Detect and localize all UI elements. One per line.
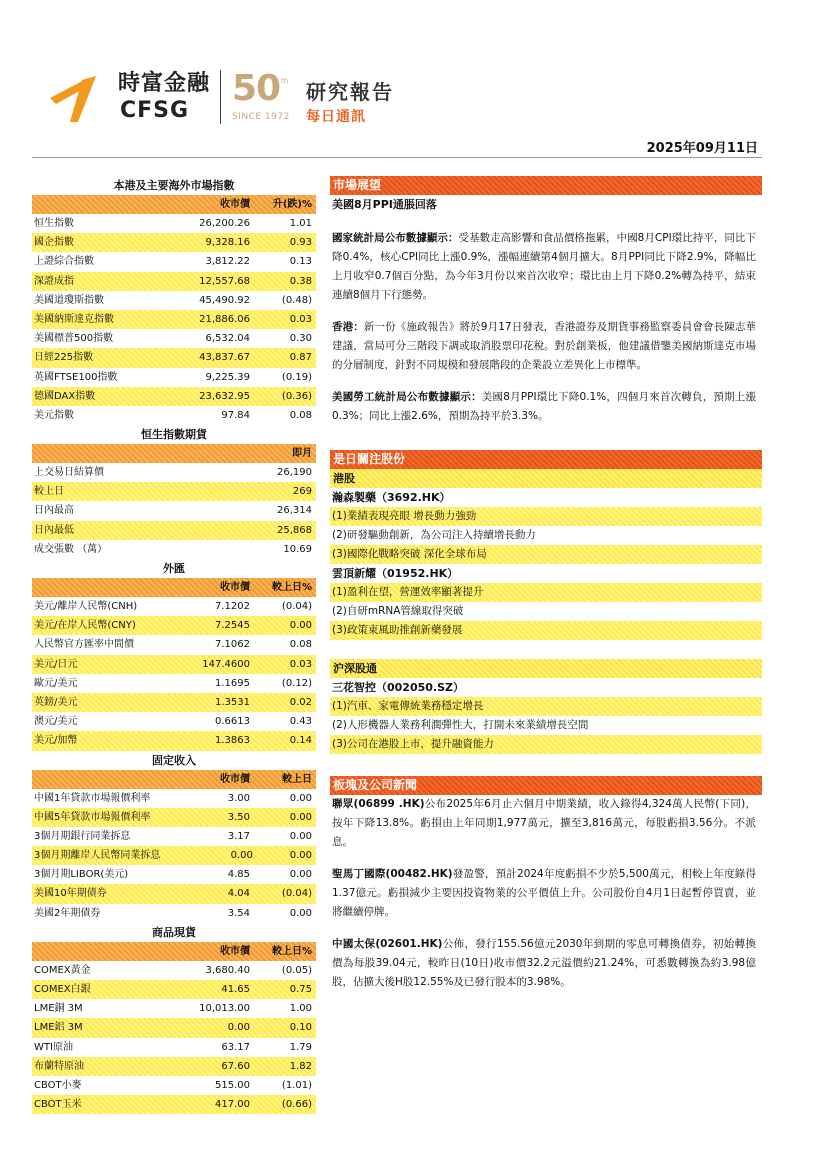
anniversary-suffix: th (281, 77, 289, 85)
row-close: 10,013.00 (199, 1003, 250, 1015)
row-change: 0.87 (289, 352, 312, 364)
table-row (32, 865, 316, 884)
futures-title: 恒生指數期貨 (141, 428, 207, 442)
stock-2-name: 雲頂新耀（01952.HK） (332, 567, 459, 580)
table-row (32, 406, 316, 425)
fx-title: 外匯 (163, 562, 185, 575)
row-change: 0.03 (289, 658, 312, 670)
row-label: LME銅 3M (34, 1003, 83, 1015)
row-close: 67.60 (221, 1060, 250, 1072)
row-label: 3個月期銀行同業拆息 (34, 830, 131, 842)
row-value: 26,314 (277, 505, 312, 517)
table-row (32, 693, 316, 712)
row-close: 9,225.39 (205, 371, 250, 383)
market-p1-lead: 國家統計局公布數據顯示： (332, 232, 459, 244)
news-1-company: 聯眾(06899 .HK) (332, 798, 425, 810)
anniversary-badge: 50 (232, 68, 281, 109)
row-change: 0.00 (289, 869, 312, 881)
table-row (32, 597, 316, 616)
row-close: 23,632.95 (199, 390, 250, 402)
news-2-company: 聖馬丁國際(00482.HK) (332, 868, 453, 880)
row-close: 1.1695 (215, 677, 250, 689)
row-label: 澳元/美元 (34, 716, 78, 728)
stock-2-point: (3)政策東風助推創新藥發展 (330, 621, 762, 640)
row-value: 269 (292, 486, 312, 498)
row-close: 0.00 (227, 1022, 250, 1034)
row-label: 中國5年貸款市場報價利率 (34, 811, 151, 823)
row-label: 美元指數 (34, 409, 74, 421)
row-close: 3.00 (227, 792, 250, 804)
row-label: LME鋁 3M (34, 1022, 83, 1034)
table-row (32, 789, 316, 808)
table-row (32, 1076, 316, 1095)
row-close: 97.84 (221, 409, 250, 421)
row-label: 英國FTSE100指數 (34, 371, 118, 383)
row-change: 0.00 (289, 907, 312, 919)
row-label: 人民幣官方匯率中間價 (34, 639, 134, 651)
table-row (32, 731, 316, 750)
table-row (32, 1095, 316, 1114)
row-label: WTI原油 (34, 1041, 73, 1053)
sz-stocks-label: 沪深股通 (330, 659, 762, 678)
row-change: (0.04) (281, 888, 312, 900)
market-p1-text: 受基數走高影響和食品價格拖累，中國8月CPI環比持平，同比下降0.4%，核心CPI同比上漲0.9%，漲幅連續第4個月擴大。8月PPI同比下降2.9%，降幅比上月收窄0.7個百分點，為今年3月份以來首次收窄；環比由上月下降0.2%轉為持平，結束連續8個月下行態勢。 (332, 232, 756, 301)
row-close: 6,532.04 (205, 333, 250, 345)
row-close: 3.50 (227, 811, 250, 823)
row-label: 日經225指數 (34, 352, 94, 364)
stock-3-name: 三花智控（002050.SZ） (332, 681, 464, 694)
table-row (32, 884, 316, 903)
report-title: 研究報告 (306, 80, 394, 104)
commodities-col-close: 收市價 (220, 945, 250, 957)
fixed-income-header (32, 770, 316, 789)
table-row (32, 252, 316, 271)
table-row (32, 1018, 316, 1037)
row-label: 成交張數 （萬） (34, 543, 108, 555)
fx-col-close: 收市價 (220, 582, 250, 593)
row-change: 0.02 (289, 696, 312, 708)
market-paragraph-3 (330, 388, 762, 426)
row-label: 德國DAX指數 (34, 390, 96, 402)
futures-header (32, 444, 316, 463)
row-label: 上交易日結算價 (34, 467, 104, 479)
row-close: 1.3863 (215, 735, 250, 747)
market-p3-lead: 美國勞工統計局公布數據顯示： (332, 391, 482, 403)
row-close: 3,680.40 (205, 964, 250, 976)
row-change: 0.00 (289, 830, 312, 842)
since-year: SINCE 1972 (232, 112, 290, 122)
row-close: 63.17 (221, 1041, 250, 1053)
row-label: 美國納斯達克指數 (34, 313, 114, 325)
row-close: 3.54 (227, 907, 250, 919)
row-change: 0.38 (289, 275, 312, 287)
row-change: 0.00 (289, 620, 312, 632)
market-p3-text: 美國8月PPI環比下降0.1%，四個月來首次轉負，預期上漲0.3%；同比上漲2.6%，預期為持平於3.3%。 (332, 391, 756, 422)
row-label: 日內最高 (34, 505, 74, 517)
row-label: 美國2年期債券 (34, 907, 101, 919)
row-close: 41.65 (221, 984, 250, 995)
news-item-1 (330, 795, 762, 852)
fx-col-change: 較上日% (271, 582, 312, 593)
header-divider (220, 70, 221, 124)
futures-table (32, 463, 316, 559)
stock-3-point: (1)汽車、家電傳統業務穩定增長 (330, 697, 762, 716)
row-label: 歐元/美元 (34, 677, 78, 689)
fixed-income-col-change: 較上日 (282, 773, 312, 785)
row-close: 43,837.67 (199, 352, 250, 364)
row-label: 美元/在岸人民幣(CNY) (34, 620, 136, 632)
featured-stocks-title: 是日關注股份 (330, 450, 762, 469)
row-close: 21,886.06 (199, 313, 250, 325)
report-date: 2025年09月11日 (646, 141, 758, 156)
row-label: 較上日 (34, 486, 64, 498)
table-row (32, 674, 316, 693)
market-headline: 美國8月PPI通脹回落 (332, 198, 437, 211)
news-3-text: 公佈，發行155.56億元2030年到期的零息可轉換債券，初始轉換價為每股39.04元，較昨日(10日)收市價32.2元溢價約21.24%，可悉數轉換為約3.98億股，佔擴大後H股12.55%及已發行股本的3.98%。 (332, 938, 756, 988)
table-row (32, 827, 316, 846)
stock-1-point: (1)業績表現亮眼 增長動力強勁 (330, 507, 762, 526)
row-close: 12,557.68 (199, 275, 250, 287)
row-label: 美元/離岸人民幣(CNH) (34, 601, 138, 612)
row-close: 147.4600 (202, 658, 250, 670)
row-close: 4.04 (227, 888, 250, 900)
row-label: 美國標普500指數 (34, 333, 114, 345)
table-row (32, 233, 316, 252)
table-row (32, 387, 316, 406)
indices-header (32, 195, 316, 214)
row-change: 0.13 (289, 256, 312, 268)
table-row (32, 655, 316, 674)
table-row (32, 482, 316, 501)
table-row (32, 463, 316, 482)
row-close: 515.00 (215, 1079, 250, 1091)
brand-chinese-name: 時富金融 (118, 71, 211, 96)
table-row (32, 368, 316, 387)
futures-col-month: 即月 (292, 448, 312, 460)
market-data-column (32, 176, 316, 1114)
table-row (32, 635, 316, 654)
row-value: 26,190 (277, 467, 312, 479)
row-label: 中國1年貸款市場報價利率 (34, 792, 151, 804)
row-label: 美元/加幣 (34, 735, 78, 747)
market-paragraph-2 (330, 318, 762, 375)
stock-2-point: (1)盈利在望，營運效率顯著提升 (330, 583, 762, 602)
row-close: 45,490.92 (199, 294, 250, 306)
table-row (32, 348, 316, 367)
row-close: 0.00 (230, 850, 253, 862)
table-row (32, 310, 316, 329)
row-change: 0.75 (289, 984, 312, 995)
news-item-2 (330, 865, 762, 922)
row-label: 美國道瓊斯指數 (34, 294, 104, 306)
date-divider (32, 157, 762, 158)
table-row (32, 999, 316, 1018)
news-1-text: 公布2025年6月止六個月中期業績，收入錄得4,324萬人民幣(下同)，按年下降13.8%。虧損由上年同期1,977萬元，擴至3,816萬元，每股虧損3.56分。不派息。 (332, 798, 756, 848)
market-outlook-title: 市場展望 (330, 176, 762, 195)
row-close: 7.2545 (215, 620, 250, 632)
row-change: 0.30 (289, 333, 312, 345)
row-change: 0.93 (289, 237, 312, 249)
row-change: 0.10 (289, 1022, 312, 1034)
stock-3-point: (3)公司在港股上市，提升融資能力 (330, 735, 762, 754)
table-row (32, 712, 316, 731)
row-change: (0.48) (281, 294, 312, 306)
table-row (32, 329, 316, 348)
row-close: 9,328.16 (205, 237, 250, 249)
table-row (32, 961, 316, 980)
hk-stocks-label: 港股 (330, 469, 762, 488)
indices-title: 本港及主要海外市場指數 (113, 179, 235, 192)
row-change: 0.08 (289, 639, 312, 651)
row-change: 0.00 (289, 850, 312, 862)
row-change: 0.14 (289, 735, 312, 747)
row-change: (0.36) (281, 390, 312, 402)
row-close: 4.85 (227, 869, 250, 881)
fixed-income-table (32, 789, 316, 923)
row-close: 0.6613 (215, 716, 250, 728)
row-close: 3,812.22 (205, 256, 250, 268)
row-label: 3個月期離岸人民幣同業拆息 (34, 850, 161, 862)
row-label: 英鎊/美元 (34, 696, 78, 708)
cfsg-logo-icon (48, 70, 110, 124)
row-label: 3個月期LIBOR(美元) (34, 869, 129, 881)
news-item-3 (330, 935, 762, 992)
table-row (32, 904, 316, 923)
brand-english-name: CFSG (120, 98, 190, 123)
row-change: 1.79 (289, 1041, 312, 1053)
commentary-column (330, 176, 762, 992)
row-change: 0.43 (289, 716, 312, 728)
row-close: 7.1062 (215, 639, 250, 651)
table-row (32, 1057, 316, 1076)
row-label: 國企指數 (34, 237, 74, 249)
row-label: 深證成指 (34, 275, 74, 287)
row-close: 1.3531 (215, 696, 250, 708)
row-value: 25,868 (277, 524, 312, 536)
table-row (32, 980, 316, 999)
commodities-col-change: 較上日% (271, 945, 312, 957)
row-change: (0.12) (281, 677, 312, 689)
row-change: 1.82 (289, 1060, 312, 1072)
row-label: 上證綜合指數 (34, 256, 94, 268)
row-value: 10.69 (283, 543, 312, 555)
stock-1-name: 瀚森製藥（3692.HK） (332, 491, 451, 504)
market-p2-text: 新一份《施政報告》將於9月17日發表，香港證券及期貨事務監察委員會會長陳志華建議，當局可分三階段下調或取消股票印花稅。對於創業板，他建議借鑒美國納斯達克市場的分層制度，針對不同規模和發展階段的企業設立差異化上市標準。 (332, 321, 757, 371)
table-row (32, 521, 316, 540)
row-label: CBOT小麥 (34, 1079, 82, 1091)
sector-news-title: 板塊及公司新聞 (330, 776, 762, 795)
market-paragraph-1 (330, 229, 762, 305)
row-change: (0.19) (281, 371, 312, 383)
fx-table (32, 597, 316, 751)
row-change: (0.66) (281, 1099, 312, 1111)
row-label: 布蘭特原油 (34, 1060, 84, 1072)
row-change: 0.08 (289, 409, 312, 421)
table-row (32, 272, 316, 291)
row-close: 417.00 (215, 1099, 250, 1111)
row-change: 0.00 (289, 792, 312, 804)
row-label: COMEX黃金 (34, 964, 91, 976)
row-label: COMEX白銀 (34, 984, 91, 995)
row-label: CBOT玉米 (34, 1099, 82, 1111)
row-change: 0.03 (289, 313, 312, 325)
news-3-company: 中國太保(02601.HK) (332, 938, 443, 950)
row-change: (1.01) (281, 1079, 312, 1091)
stock-2-point: (2)自研mRNA管線取得突破 (332, 605, 464, 617)
table-row (32, 540, 316, 559)
indices-col-change: 升(跌)% (272, 199, 312, 210)
commodities-header (32, 942, 316, 961)
report-subtitle: 每日通訊 (306, 109, 366, 125)
news-2-text: 發盈警，預計2024年度虧損不少於5,500萬元，相較上年度錄得1.37億元。虧損減少主要因投資物業的公平價值上升。公司股份自4月1日起暫停買賣，並將繼續停牌。 (332, 868, 757, 918)
stock-3-point: (2)人形機器人業務利潤彈性大，打開未來業績增長空間 (332, 719, 589, 731)
row-change: (0.04) (281, 601, 312, 612)
fx-header (32, 578, 316, 597)
table-row (32, 808, 316, 827)
table-row (32, 1038, 316, 1057)
commodities-title: 商品現貨 (152, 925, 196, 939)
commodities-table (32, 961, 316, 1115)
table-row (32, 291, 316, 310)
fixed-income-title: 固定收入 (152, 753, 196, 767)
stock-1-point: (2)研發驅動創新，為公司注入持續增長動力 (332, 529, 536, 541)
row-label: 美國10年期債券 (34, 888, 107, 900)
row-close: 26,200.26 (199, 218, 250, 229)
row-label: 美元/日元 (34, 658, 78, 670)
row-change: 1.00 (289, 1003, 312, 1015)
fixed-income-col-close: 收市價 (220, 773, 250, 785)
row-close: 7.1202 (215, 601, 250, 612)
row-change: (0.05) (281, 964, 312, 976)
table-row (32, 616, 316, 635)
market-p2-lead: 香港： (332, 321, 364, 333)
table-row (32, 214, 316, 233)
stock-1-point: (3)國際化戰略突破 深化全球布局 (330, 545, 762, 564)
row-change: 1.01 (289, 218, 312, 229)
indices-table (32, 214, 316, 425)
row-change: 0.00 (289, 811, 312, 823)
table-row (32, 501, 316, 520)
row-close: 3.17 (227, 830, 250, 842)
table-row (32, 846, 316, 865)
row-label: 日內最低 (34, 524, 74, 536)
row-label: 恒生指數 (34, 218, 74, 229)
indices-col-close: 收市價 (220, 199, 250, 210)
